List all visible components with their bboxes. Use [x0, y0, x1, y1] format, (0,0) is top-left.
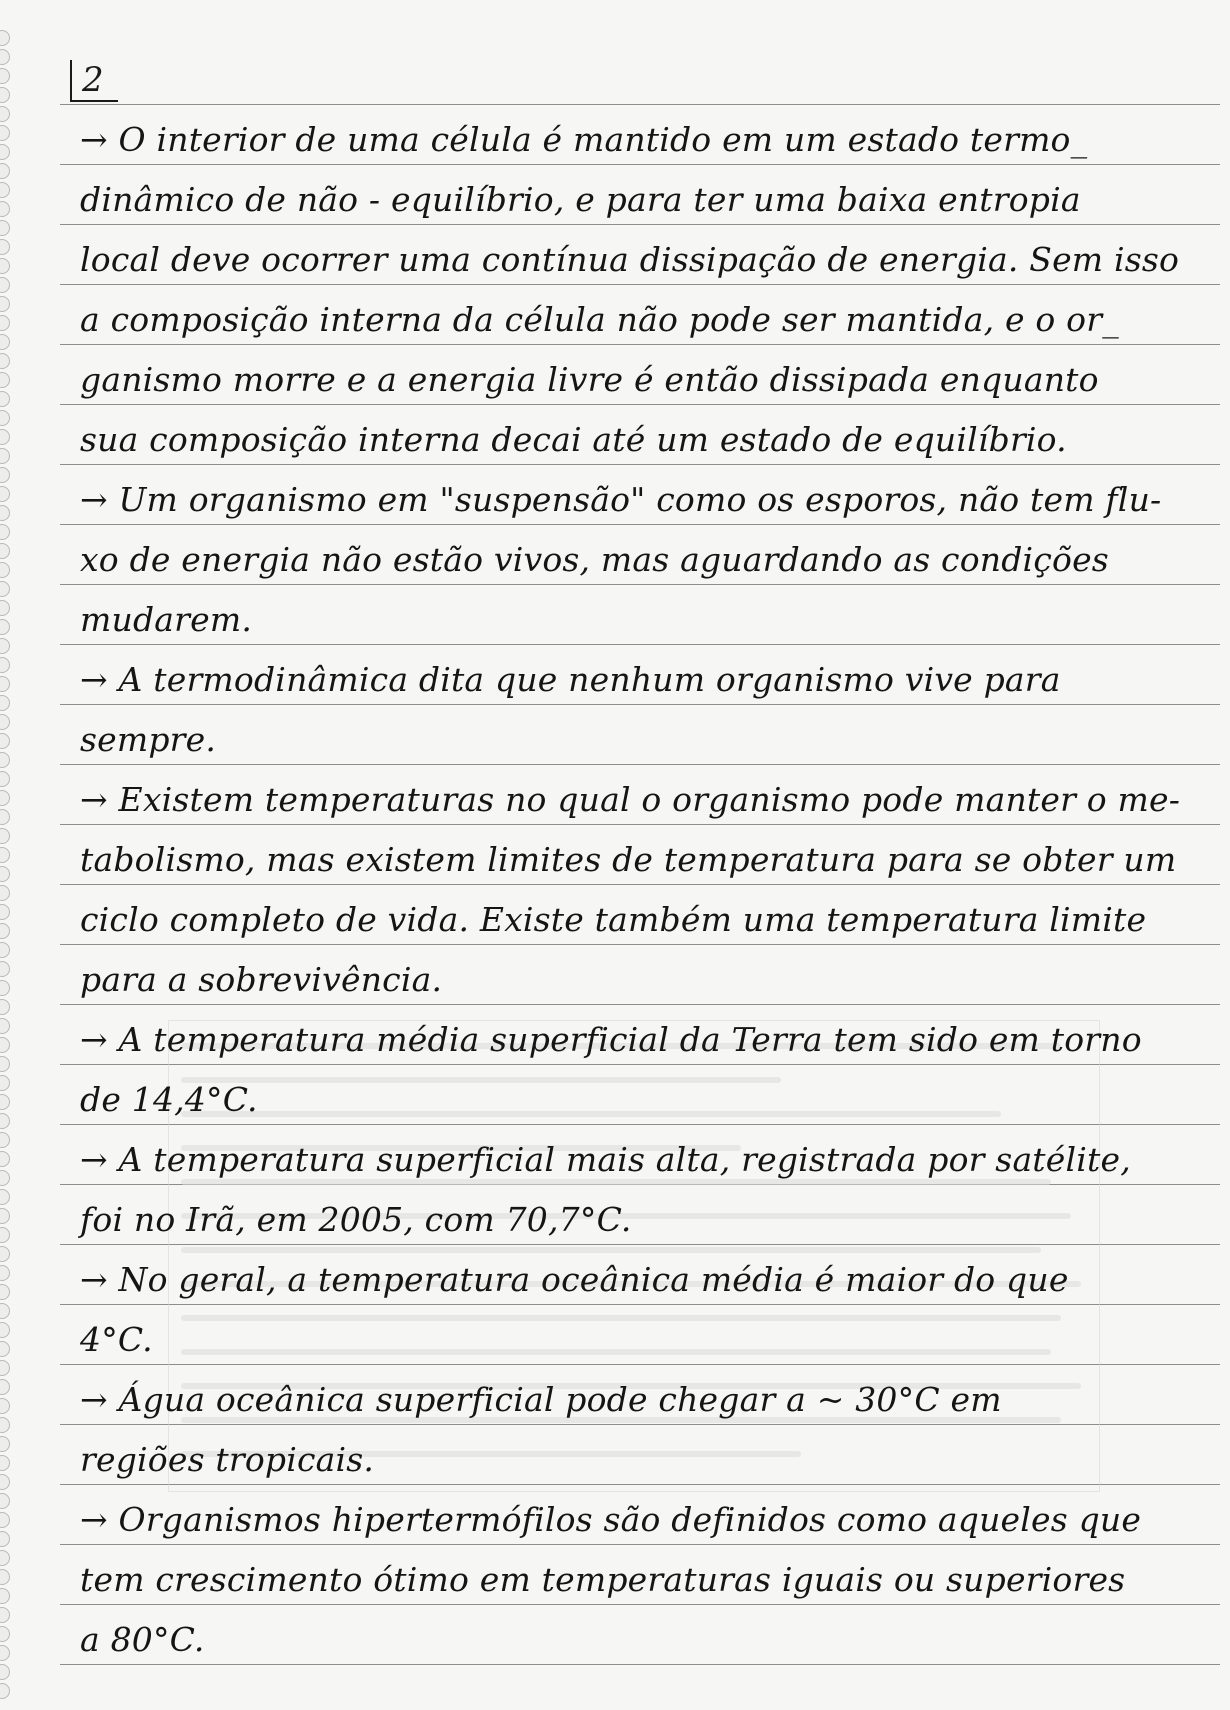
binding-hole	[0, 1417, 10, 1433]
binding-hole	[0, 410, 10, 426]
binding-hole	[0, 1626, 10, 1642]
binding-hole	[0, 866, 10, 882]
binding-hole	[0, 942, 10, 958]
binding-hole	[0, 467, 10, 483]
binding-hole	[0, 1132, 10, 1148]
binding-hole	[0, 448, 10, 464]
page-number: 2	[70, 60, 118, 102]
binding-hole	[0, 429, 10, 445]
ruled-line	[60, 1544, 1220, 1545]
binding-hole	[0, 163, 10, 179]
ruled-line	[60, 1664, 1220, 1665]
binding-hole	[0, 847, 10, 863]
handwritten-line: xo de energia não estão vivos, mas aguardando as condições	[80, 540, 1109, 579]
binding-hole	[0, 733, 10, 749]
handwritten-line: → A termodinâmica dita que nenhum organismo vive para	[80, 660, 1061, 699]
binding-hole	[0, 790, 10, 806]
ruled-line	[60, 644, 1220, 645]
binding-hole	[0, 1113, 10, 1129]
binding-hole	[0, 1588, 10, 1604]
binding-hole	[0, 904, 10, 920]
binding-hole	[0, 581, 10, 597]
ruled-line	[60, 1604, 1220, 1605]
binding-hole	[0, 1569, 10, 1585]
ruled-line	[60, 1004, 1220, 1005]
binding-hole	[0, 1322, 10, 1338]
ruled-line	[60, 884, 1220, 885]
binding-hole	[0, 201, 10, 217]
binding-hole	[0, 1056, 10, 1072]
binding-hole	[0, 1208, 10, 1224]
handwritten-line: tem crescimento ótimo em temperaturas iguais ou superiores	[80, 1560, 1126, 1599]
binding-hole	[0, 144, 10, 160]
handwritten-line: → O interior de uma célula é mantido em um estado termo_	[80, 120, 1088, 159]
binding-hole	[0, 1360, 10, 1376]
binding-hole	[0, 239, 10, 255]
binding-hole	[0, 1512, 10, 1528]
binding-hole	[0, 885, 10, 901]
ruled-line	[60, 944, 1220, 945]
binding-hole	[0, 1075, 10, 1091]
binding-hole	[0, 30, 10, 46]
ruled-line	[60, 524, 1220, 525]
binding-hole	[0, 391, 10, 407]
handwritten-line: a 80°C.	[80, 1620, 205, 1659]
ruled-line	[60, 404, 1220, 405]
handwritten-line: sua composição interna decai até um estado de equilíbrio.	[80, 420, 1067, 459]
handwritten-line: local deve ocorrer uma contínua dissipação de energia. Sem isso	[80, 240, 1180, 279]
binding-hole	[0, 695, 10, 711]
handwritten-line: 4°C.	[80, 1320, 153, 1359]
handwritten-line: tabolismo, mas existem limites de temperatura para se obter um	[80, 840, 1177, 879]
binding-hole	[0, 1018, 10, 1034]
binding-hole	[0, 828, 10, 844]
binding-hole	[0, 1170, 10, 1186]
binding-hole	[0, 714, 10, 730]
handwritten-line: → Um organismo em "suspensão" como os esporos, não tem flu-	[80, 480, 1162, 519]
ruled-line	[60, 224, 1220, 225]
handwritten-line: → No geral, a temperatura oceânica média é maior do que	[80, 1260, 1069, 1299]
binding-hole	[0, 334, 10, 350]
binding-hole	[0, 1398, 10, 1414]
handwritten-line: regiões tropicais.	[80, 1440, 375, 1479]
ruled-line	[60, 824, 1220, 825]
handwritten-line: ciclo completo de vida. Existe também uma temperatura limite	[80, 900, 1147, 939]
binding-hole	[0, 1531, 10, 1547]
binding-hole	[0, 600, 10, 616]
handwritten-line: dinâmico de não - equilíbrio, e para ter uma baixa entropia	[80, 180, 1081, 219]
binding-hole	[0, 1227, 10, 1243]
binding-hole	[0, 87, 10, 103]
binding-hole	[0, 1607, 10, 1623]
binding-hole	[0, 182, 10, 198]
binding-hole	[0, 1246, 10, 1262]
binding-hole	[0, 1455, 10, 1471]
binding-hole	[0, 524, 10, 540]
binding-hole	[0, 1474, 10, 1490]
ruled-line	[60, 764, 1220, 765]
ruled-line	[60, 704, 1220, 705]
ruled-line	[60, 464, 1220, 465]
binding-hole	[0, 619, 10, 635]
binding-hole	[0, 49, 10, 65]
handwritten-line: mudarem.	[80, 600, 253, 639]
handwritten-line: → Organismos hipertermófilos são definidos como aqueles que	[80, 1500, 1142, 1539]
binding-hole	[0, 220, 10, 236]
binding-hole	[0, 961, 10, 977]
binding-hole	[0, 125, 10, 141]
binding-hole	[0, 809, 10, 825]
binding-hole	[0, 999, 10, 1015]
binding-hole	[0, 923, 10, 939]
binding-hole	[0, 258, 10, 274]
binding-hole	[0, 277, 10, 293]
spiral-binding	[0, 30, 14, 1700]
ruled-line	[60, 344, 1220, 345]
binding-hole	[0, 296, 10, 312]
handwritten-line: ganismo morre e a energia livre é então dissipada enquanto	[80, 360, 1099, 399]
binding-hole	[0, 562, 10, 578]
handwritten-line: → A temperatura média superficial da Terra tem sido em torno	[80, 1020, 1142, 1059]
ruled-line	[60, 104, 1220, 105]
binding-hole	[0, 353, 10, 369]
binding-hole	[0, 315, 10, 331]
ruled-line	[60, 284, 1220, 285]
binding-hole	[0, 486, 10, 502]
binding-hole	[0, 68, 10, 84]
binding-hole	[0, 1094, 10, 1110]
handwritten-line: → Existem temperaturas no qual o organismo pode manter o me-	[80, 780, 1181, 819]
binding-hole	[0, 372, 10, 388]
binding-hole	[0, 1189, 10, 1205]
binding-hole	[0, 1683, 10, 1699]
binding-hole	[0, 1265, 10, 1281]
bleed-text-trace	[181, 1247, 1041, 1253]
binding-hole	[0, 505, 10, 521]
binding-hole	[0, 1493, 10, 1509]
binding-hole	[0, 657, 10, 673]
handwritten-line: → A temperatura superficial mais alta, registrada por satélite,	[80, 1140, 1131, 1179]
ruled-line	[60, 584, 1220, 585]
handwritten-line: para a sobrevivência.	[80, 960, 443, 999]
binding-hole	[0, 106, 10, 122]
handwritten-line: a composição interna da célula não pode ser mantida, e o or_	[80, 300, 1119, 339]
binding-hole	[0, 980, 10, 996]
binding-hole	[0, 1436, 10, 1452]
ruled-line	[60, 164, 1220, 165]
binding-hole	[0, 1037, 10, 1053]
handwritten-line: foi no Irã, em 2005, com 70,7°C.	[80, 1200, 632, 1239]
binding-hole	[0, 1341, 10, 1357]
handwritten-line: de 14,4°C.	[80, 1080, 258, 1119]
binding-hole	[0, 543, 10, 559]
binding-hole	[0, 1284, 10, 1300]
binding-hole	[0, 771, 10, 787]
handwritten-line: sempre.	[80, 720, 217, 759]
binding-hole	[0, 1664, 10, 1680]
binding-hole	[0, 1550, 10, 1566]
handwritten-line: → Água oceânica superficial pode chegar a ~ 30°C em	[80, 1380, 1002, 1419]
binding-hole	[0, 1151, 10, 1167]
binding-hole	[0, 1379, 10, 1395]
binding-hole	[0, 1303, 10, 1319]
binding-hole	[0, 1645, 10, 1661]
binding-hole	[0, 752, 10, 768]
binding-hole	[0, 638, 10, 654]
binding-hole	[0, 676, 10, 692]
